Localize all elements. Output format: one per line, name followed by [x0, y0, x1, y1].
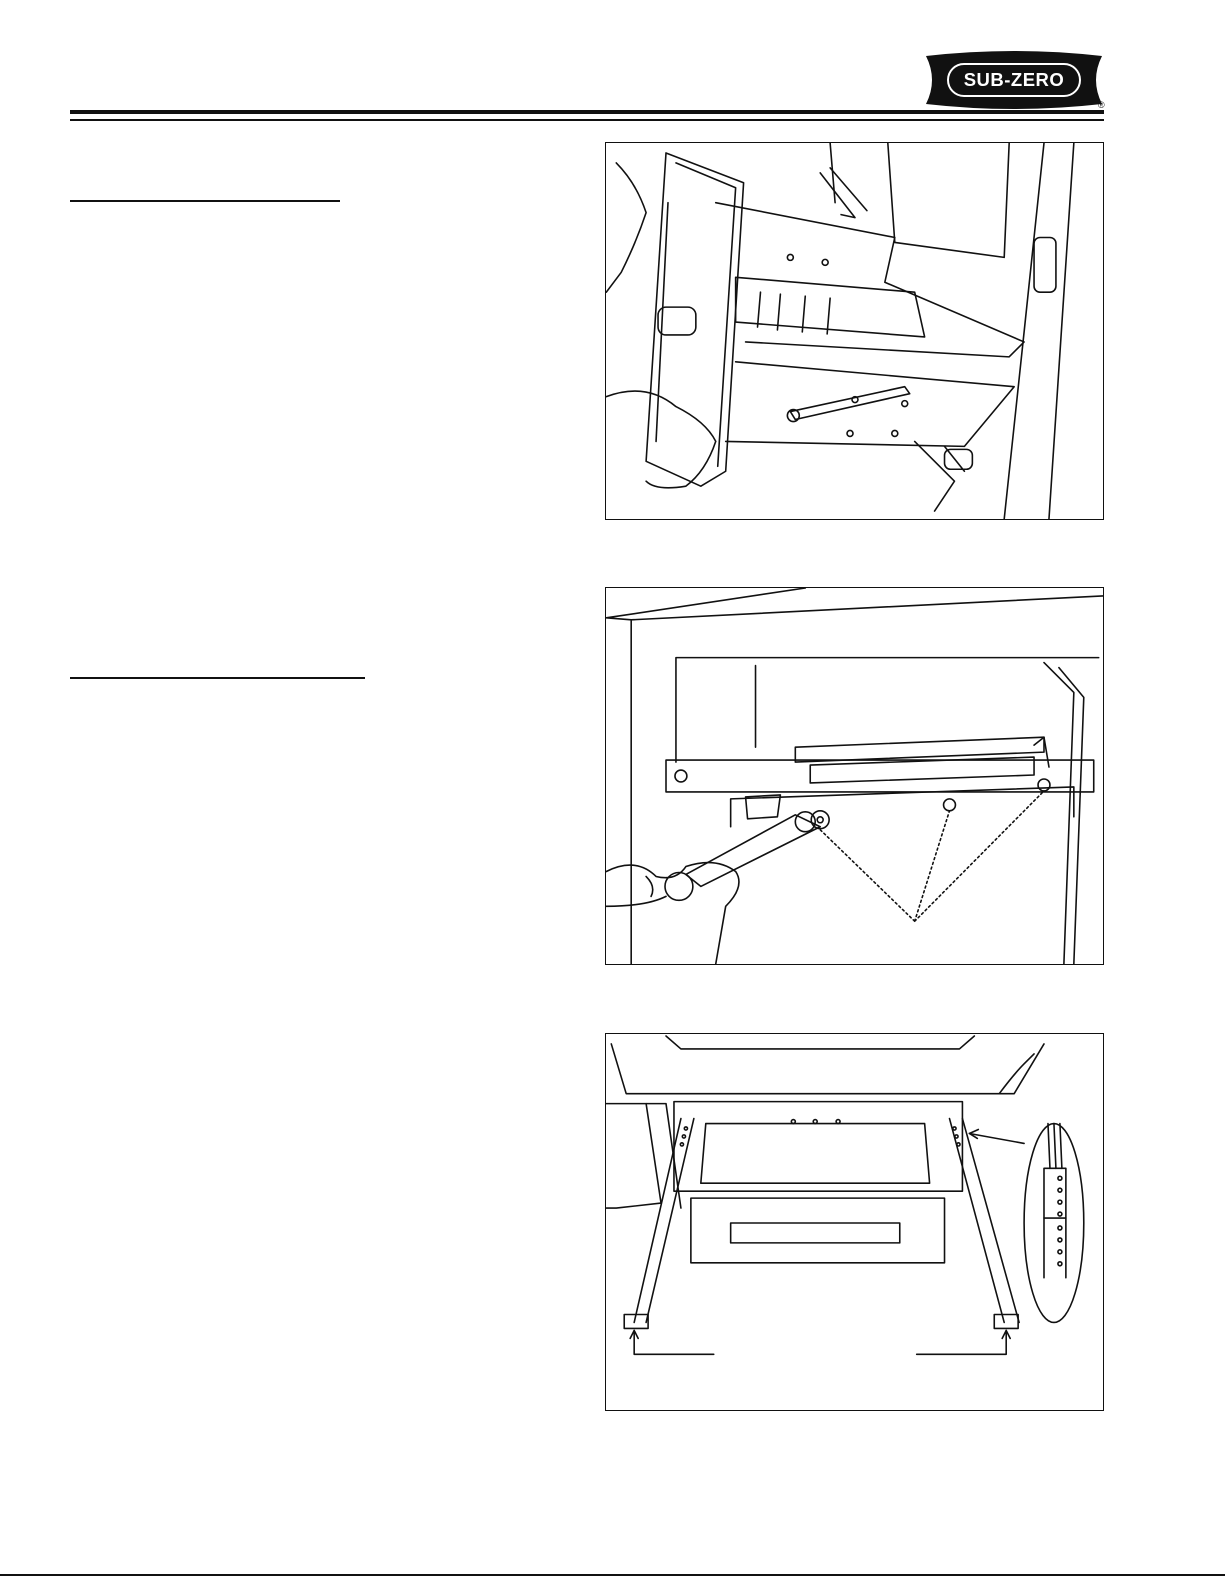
figure-drawer-removal	[605, 142, 1104, 520]
brand-logo	[922, 50, 1106, 110]
figure-slide-rail-screws	[605, 587, 1104, 965]
header-rule	[70, 110, 1104, 114]
figure-drawer-slides-extended	[605, 1033, 1104, 1411]
logo-text: SUB-ZERO	[963, 69, 1065, 90]
section-heading-underline-2	[70, 677, 365, 679]
registered-mark: ®	[1098, 100, 1105, 110]
header-rule-thin	[70, 119, 1104, 121]
section-heading-underline-1	[70, 200, 340, 202]
footer-rule	[0, 1574, 1225, 1576]
